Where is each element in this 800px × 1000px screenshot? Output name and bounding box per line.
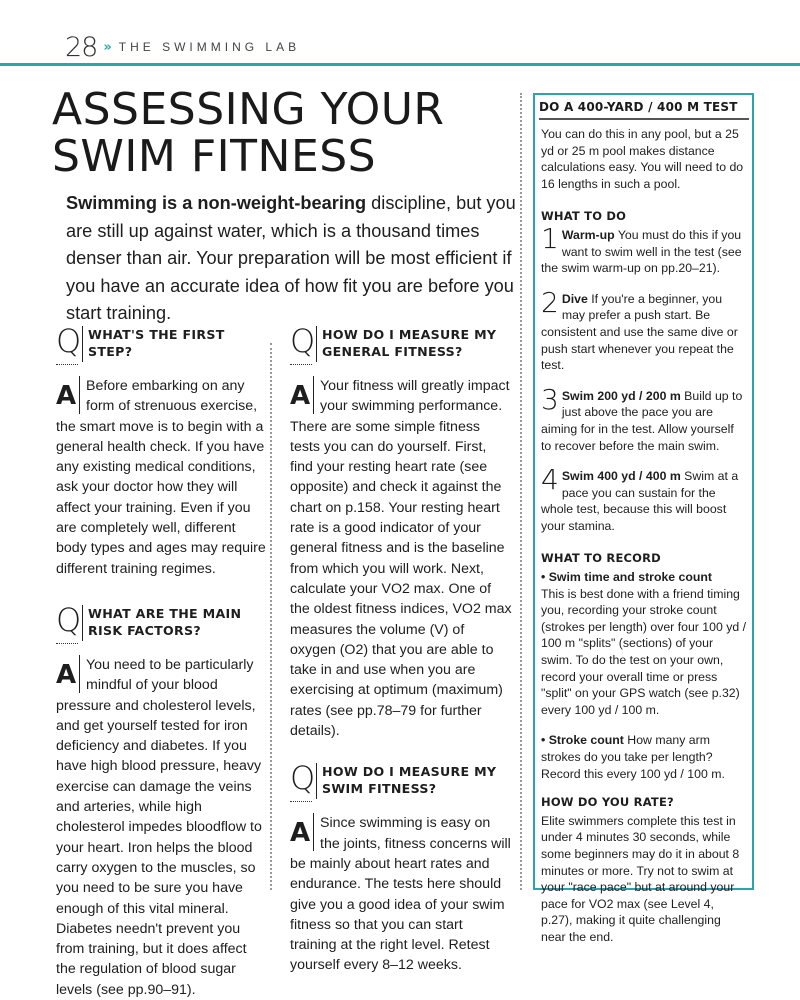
q-icon: Q xyxy=(290,763,312,809)
q-icon: Q xyxy=(56,326,78,372)
column-divider xyxy=(270,343,272,890)
step-item: 1 Warm-up You must do this if you want to swim well in the test (see the swim warm-up on pp.20–21). xyxy=(541,221,742,276)
answer-text: A You need to be particularly mindful of your blood pressure and cholesterol levels, and get yourself tested for iron deficiency and diabetes. If you have high blood pressure, heavy exercise can damage the veins and arteries, while high cholesterol impedes bloodflow to your heart. Iron helps the blood carry oxygen to the muscles, so you need to be sure you have enough of this vital mineral. Diabetes needn't prevent you from training, but it does affect the regulation of blood sugar levels (see pp.90–91). xyxy=(56,656,262,998)
chevron-icon: » xyxy=(103,39,110,55)
a-icon: A xyxy=(290,376,314,414)
record-item: • Stroke count How many arm strokes do you take per length? Record this every 100 yd / 100 m. xyxy=(541,733,725,781)
question-heading: WHAT'S THE FIRST STEP? xyxy=(82,326,266,362)
column-left xyxy=(56,322,266,1000)
column-middle xyxy=(290,322,512,976)
intro-paragraph xyxy=(66,190,516,328)
column-divider xyxy=(520,93,522,890)
title-line-1: ASSESSING YOUR xyxy=(52,84,445,135)
page-title xyxy=(52,86,492,180)
question-row xyxy=(290,322,512,372)
qa-block xyxy=(290,322,512,741)
question-row xyxy=(290,759,512,809)
answer-text: A Before embarking on any form of strenuous exercise, the smart move is to begin with a general health check. If you have any existing medical conditions, ask your doctor how they will affect your training. Even if you are completely well, different body types and ages may require different training regimes. xyxy=(56,378,266,577)
box-title: DO A 400-YARD / 400 M TEST xyxy=(539,100,738,114)
intro-lead: Swimming is a non-weight-bearing xyxy=(66,193,367,213)
step-item: 3 Swim 200 yd / 200 m Build up to just above the pace you are aiming for in the test. Allow yourself to recover before the main swim. xyxy=(541,382,743,453)
header-rule xyxy=(0,63,800,66)
step-item: 2 Dive If you're a beginner, you may prefer a push start. Be consistent and use the same dive or push start whenever you repeat the test. xyxy=(541,285,738,373)
a-icon: A xyxy=(56,376,80,414)
question-row xyxy=(56,322,266,372)
question-heading: HOW DO I MEASURE MY GENERAL FITNESS? xyxy=(316,326,512,362)
step-item: 4 Swim 400 yd / 400 m Swim at a pace you can sustain for the whole test, because this will boost your stamina. xyxy=(541,463,739,533)
a-icon: A xyxy=(56,655,80,693)
rate-text: Elite swimmers complete this test in under 4 minutes 30 seconds, while some beginners may do it in about 8 minutes or more. Try not to swim at your "race pace" but at around your pace for VO2 max (see Level 4, p.27), making it quite challenging near the end. xyxy=(541,813,740,944)
title-line-2: SWIM FITNESS xyxy=(52,131,377,182)
question-row xyxy=(56,600,266,651)
question-heading: HOW DO I MEASURE MY SWIM FITNESS? xyxy=(316,763,512,799)
box-body xyxy=(541,126,747,946)
qa-block xyxy=(56,600,266,1000)
record-item: • Swim time and stroke count This is best done with a friend timing you, recording your stroke count (strokes per length) over four 100 yd / 100 m "splits" (sections) of your swim. To do the test on your own, record your overall time or press "split" on your GPS watch (see p.32) every 100 yd / 100 m. xyxy=(541,570,747,717)
box-title-rule xyxy=(539,118,749,120)
answer-text: A Since swimming is easy on the joints, fitness concerns will be mainly about heart rates and endurance. The tests here should give you a good idea of your swim fitness so that you can start training at the right level. Retest yourself every 8–12 weeks. xyxy=(290,815,511,974)
page-number: 28 xyxy=(65,31,98,63)
qa-block xyxy=(290,759,512,975)
intro-rest: discipline, but you are still up against water, which is a thousand times denser than air. Your preparation will be most efficient if you have an accurate idea of how fit you are before you start training. xyxy=(66,193,516,323)
answer-text: A Your fitness will greatly impact your swimming performance. There are some simple fitness tests you can do yourself. First, find your resting heart rate (see opposite) and check it against the chart on p.158. Your resting heart rate is a good indicator of your general fitness and is the baseline from which you will work. Next, calculate your VO2 max. One of the oldest fitness indices, VO2 max measures the volume (V) of oxygen (O2) that you are able to take in and use when you are exercising at optimum (maximum) rates (see pp.78–79 for further details). xyxy=(290,378,512,740)
question-heading: WHAT ARE THE MAIN RISK FACTORS? xyxy=(82,605,266,641)
section-title: THE SWIMMING LAB xyxy=(118,40,301,54)
qa-block xyxy=(56,322,266,579)
q-icon: Q xyxy=(56,605,78,651)
q-icon: Q xyxy=(290,326,312,372)
what-to-do-heading: WHAT TO DO xyxy=(541,209,627,224)
a-icon: A xyxy=(290,813,314,851)
box-intro: You can do this in any pool, but a 25 yd or 25 m pool makes distance calculations easy. You will need to do 16 lengths in such a pool. xyxy=(541,127,744,191)
running-header xyxy=(65,30,300,64)
rate-heading: HOW DO YOU RATE? xyxy=(541,795,674,810)
what-to-record-heading: WHAT TO RECORD xyxy=(541,551,661,566)
